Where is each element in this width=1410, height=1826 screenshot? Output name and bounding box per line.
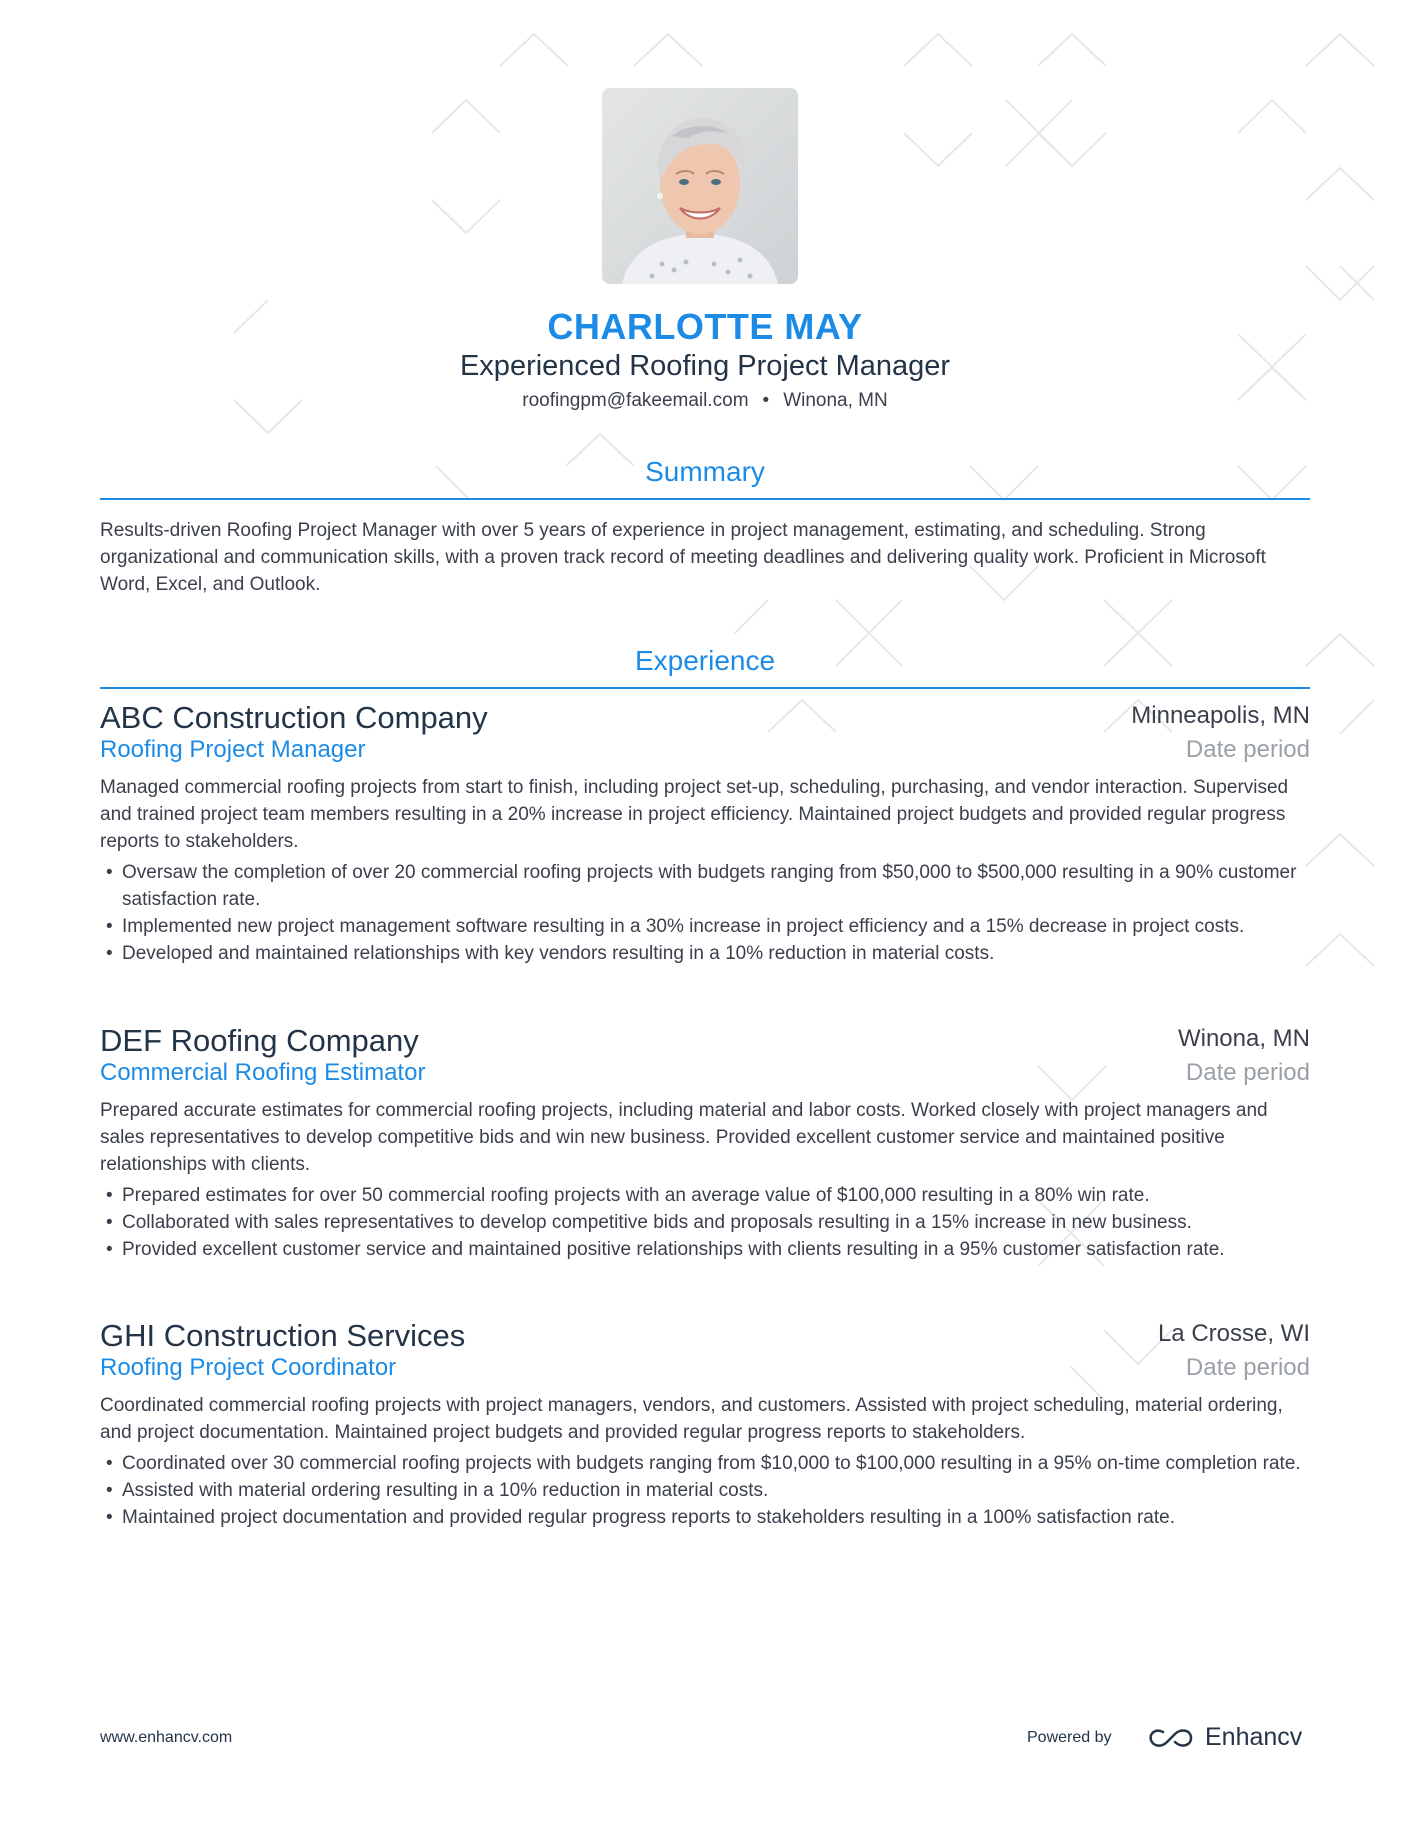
achievement-item: • Assisted with material ordering resulting in a 10% reduction in material costs. [100,1477,1310,1504]
bullet-icon: • [106,1212,113,1233]
job-title: Roofing Project Coordinator [100,1354,397,1381]
achievement-item: • Provided excellent customer service and maintained positive relationships with clients resulting in a 95% customer satisfaction rate. [100,1236,1310,1263]
achievement-item: • Coordinated over 30 commercial roofing projects with budgets ranging from $10,000 to $100,000 resulting in a 95% on-time completion rate. [100,1450,1310,1477]
experience-entry [100,1318,1310,1531]
achievement-item: • Oversaw the completion of over 20 commercial roofing projects with budgets ranging from $50,000 to $500,000 resulting in a 90% customer satisfaction rate. [100,859,1310,913]
candidate-name: CHARLOTTE MAY [547,306,863,347]
achievement-item: • Prepared estimates for over 50 commercial roofing projects with an average value of $100,000 resulting in a 80% win rate. [100,1182,1310,1209]
achievement-list [100,1182,1310,1263]
job-title: Commercial Roofing Estimator [100,1059,426,1086]
experience-entry [100,1023,1310,1263]
achievement-list [100,859,1310,967]
summary-text: Results-driven Roofing Project Manager with over 5 years of experience in project management, estimating, and scheduling. Strong organizational and communication skills, with a proven track record of meeting deadlines and delivering quality work. Proficient in Microsoft Word, Excel, and Outlook. [100,520,1266,595]
bullet-icon: • [106,1185,113,1206]
achievement-item: • Implemented new project management software resulting in a 30% increase in project efficiency and a 15% decrease in project costs. [100,913,1310,940]
job-date: Date period [1185,736,1310,763]
avatar [602,88,798,284]
candidate-headline: Experienced Roofing Project Manager [459,350,951,382]
location-text: Winona, MN [783,390,888,411]
powered-by-text: Powered by [1027,1729,1112,1746]
job-description: Prepared accurate estimates for commercial roofing projects, including material and labor costs. Worked closely with project managers and sales representatives to develop competitive bids and win new business. Provided excellent customer service and maintained positive relationships with clients. [100,1100,1268,1175]
summary-divider [100,498,1310,500]
experience-entry [100,700,1310,967]
contact-line [100,390,1310,412]
achievement-item: • Collaborated with sales representatives to develop competitive bids and proposals resulting in a 15% increase in new business. [100,1209,1310,1236]
bullet-icon: • [106,1507,113,1528]
job-date: Date period [1185,1059,1310,1086]
bullet-icon: • [106,916,113,937]
achievement-list [100,1450,1310,1531]
enhancv-logo-text[interactable]: Enhancv [1205,1723,1303,1751]
job-description: Managed commercial roofing projects from start to finish, including project set-up, scheduling, purchasing, and vendor interaction. Supervised and trained project team members resulting in a 20% increase in project efficiency. Maintained project budgets and provided regular progress reports to stakeholders. [100,777,1289,852]
enhancv-logo-icon [1147,1724,1195,1752]
summary-heading: Summary [645,456,765,487]
company-name: ABC Construction Company [100,700,488,735]
experience-heading: Experience [634,645,776,676]
bullet-icon: • [106,1239,113,1260]
footer-branding [1027,1722,1303,1754]
company-name: DEF Roofing Company [100,1023,419,1058]
job-location: La Crosse, WI [1157,1320,1310,1347]
company-name: GHI Construction Services [100,1318,466,1353]
achievement-item: • Maintained project documentation and provided regular progress reports to stakeholders resulting in a 100% satisfaction rate. [100,1504,1310,1531]
profile-photo [602,88,798,284]
contact-separator: • [762,390,770,411]
bullet-icon: • [106,862,113,883]
bullet-icon: • [106,943,113,964]
job-location: Minneapolis, MN [1131,702,1310,729]
experience-divider [100,687,1310,689]
email-text[interactable]: roofingpm@fakeemail.com [522,390,749,411]
job-location: Winona, MN [1177,1025,1310,1052]
footer-website-link[interactable]: www.enhancv.com [100,1729,233,1746]
job-title: Roofing Project Manager [100,736,366,763]
job-date: Date period [1185,1354,1310,1381]
bullet-icon: • [106,1480,113,1501]
job-description: Coordinated commercial roofing projects with project managers, vendors, and customers. Assisted with project scheduling, material ordering, and project documentation. Maintained project budgets and provided regular progress reports to stakeholders. [100,1395,1283,1443]
achievement-item: • Developed and maintained relationships with key vendors resulting in a 10% reduction in material costs. [100,940,1310,967]
bullet-icon: • [106,1453,113,1474]
